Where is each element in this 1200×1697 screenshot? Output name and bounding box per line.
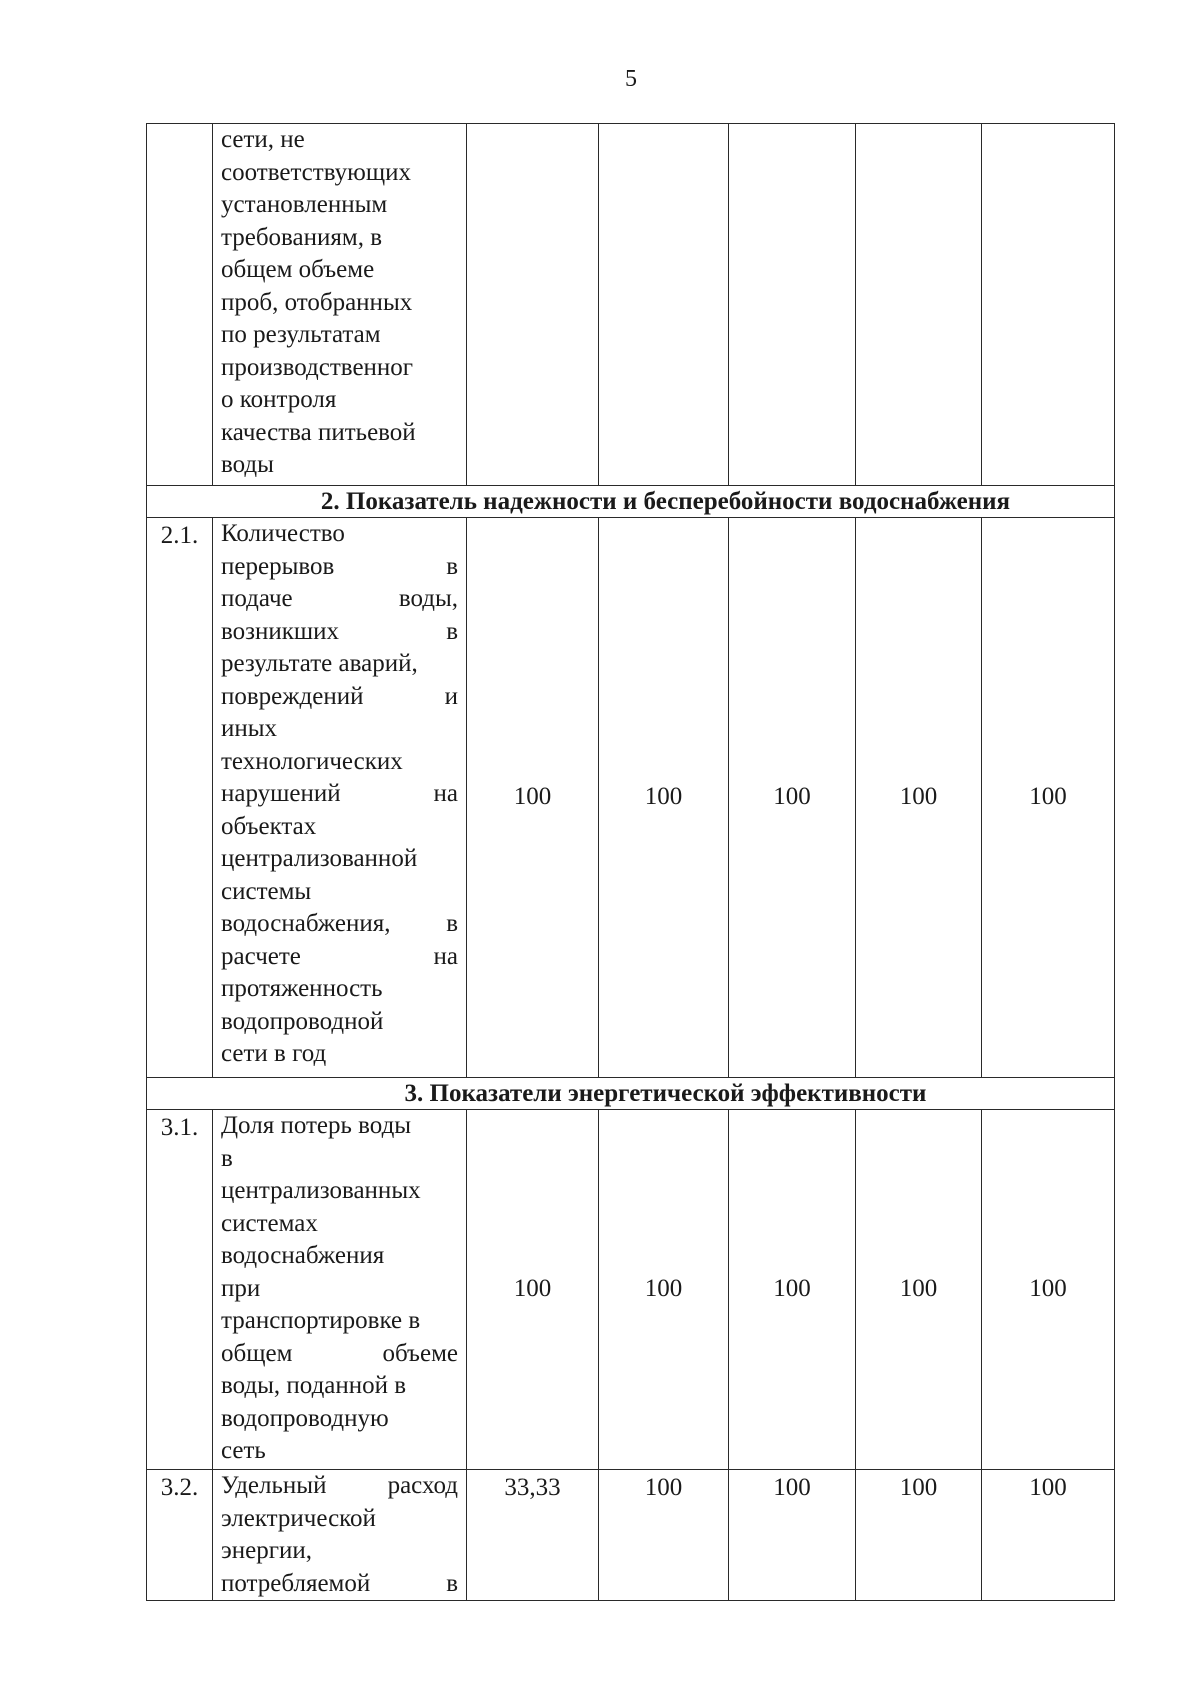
indicator-name-cell <box>213 124 467 486</box>
indicator-name-line: установленным <box>221 191 388 218</box>
indicator-name-line <box>221 1175 458 1208</box>
value-cell: 100 <box>856 1110 982 1470</box>
indicator-name-word: иных <box>221 715 278 742</box>
indicator-name-line <box>221 1038 458 1071</box>
value-cell: 100 <box>856 1470 982 1601</box>
indicator-name-word: объектах <box>221 812 317 840</box>
indicator-name-word: на <box>433 942 458 970</box>
indicator-name-word: на <box>433 780 458 807</box>
indicator-name-line <box>221 616 458 649</box>
value-cell <box>467 124 599 486</box>
indicator-name-line <box>221 1338 458 1371</box>
indicator-name-word: в <box>446 617 458 645</box>
value-cell: 100 <box>599 518 729 1078</box>
indicator-name-line <box>221 518 458 551</box>
indicator-name-word: возникших <box>221 617 340 645</box>
value-cell: 100 <box>856 518 982 1078</box>
indicator-name-word: технологических <box>221 747 403 775</box>
section-2-title: 2. Показатель надежности и бесперебойности водоснабжения <box>147 486 1115 518</box>
indicator-name-line: качества питьевой <box>221 418 416 446</box>
row-number-cell: 3.2. <box>147 1470 213 1601</box>
indicators-table <box>146 123 1115 1601</box>
indicator-name-word: протяженность <box>221 975 383 1002</box>
indicator-name-word: системы <box>221 877 312 905</box>
indicator-name-word: централизованных <box>221 1177 421 1204</box>
section-header-row <box>147 486 1115 518</box>
indicator-name-word: Удельный <box>221 1472 327 1499</box>
indicator-name-word: сеть <box>221 1437 266 1464</box>
indicator-name-word: Доля потерь воды <box>221 1112 412 1139</box>
indicator-name-line <box>221 1273 458 1306</box>
indicator-name-line <box>221 941 458 974</box>
indicator-name-word: электрической <box>221 1504 376 1532</box>
value-cell <box>599 124 729 486</box>
indicator-name-word: сети в год <box>221 1040 327 1067</box>
indicator-name-line: по результатам <box>221 321 381 348</box>
indicator-name-line <box>221 778 458 811</box>
indicator-name-line <box>221 1503 458 1536</box>
indicator-name-cell <box>213 1470 467 1601</box>
indicator-name-word: централизованной <box>221 845 418 872</box>
indicator-name-cell <box>213 518 467 1078</box>
indicator-name-line <box>221 1403 458 1436</box>
indicator-name-word: нарушений <box>221 780 341 807</box>
row-number-cell: 3.1. <box>147 1110 213 1470</box>
indicator-name-word: при <box>221 1274 261 1302</box>
indicator-name-line <box>221 1470 458 1503</box>
section-3-title: 3. Показатели энергетической эффективности <box>147 1078 1115 1110</box>
page-number: 5 <box>625 66 637 92</box>
indicator-name-line: воды <box>221 451 274 478</box>
value-cell: 100 <box>467 518 599 1078</box>
indicator-name-line <box>221 811 458 844</box>
indicator-name-line <box>221 1208 458 1241</box>
value-cell <box>982 124 1115 486</box>
indicator-name-word: в <box>446 910 458 937</box>
indicator-name-line <box>221 648 458 681</box>
indicator-name-line: о контроля <box>221 386 337 413</box>
indicator-name-word: объеме <box>382 1339 458 1367</box>
indicator-name-line: соответствующих <box>221 158 411 186</box>
indicator-name-word: результате аварий, <box>221 650 418 677</box>
indicator-name-line <box>221 1110 458 1143</box>
value-cell: 100 <box>982 518 1115 1078</box>
indicator-name-word: в <box>446 1569 458 1597</box>
indicator-name-cell <box>213 1110 467 1470</box>
table-row-3-2 <box>147 1470 1115 1601</box>
indicator-name-word: водопроводную <box>221 1404 389 1432</box>
indicator-name-word: потребляемой <box>221 1569 371 1597</box>
indicator-name-line <box>221 1143 458 1176</box>
value-cell: 100 <box>599 1110 729 1470</box>
indicator-name-line <box>221 1568 458 1601</box>
indicator-name-word: Количество <box>221 520 345 547</box>
value-cell: 100 <box>982 1110 1115 1470</box>
indicator-name-line: проб, отобранных <box>221 288 413 316</box>
indicator-name-word: транспортировке в <box>221 1307 421 1334</box>
indicator-name-line: производственног <box>221 353 414 381</box>
indicator-name-line <box>221 876 458 909</box>
value-cell: 100 <box>982 1470 1115 1601</box>
indicator-name-word: расход <box>387 1472 458 1499</box>
indicator-name-line <box>221 1240 458 1273</box>
table-row-2-1 <box>147 518 1115 1078</box>
indicator-name-line <box>221 1535 458 1568</box>
value-cell: 100 <box>729 1470 856 1601</box>
indicator-name-line: общем объеме <box>221 256 375 283</box>
indicator-name-line <box>221 843 458 876</box>
indicator-name-word: энергии, <box>221 1537 312 1564</box>
row-number-cell: 2.1. <box>147 518 213 1078</box>
indicator-name-line <box>221 1006 458 1039</box>
indicator-name-word: воды, <box>398 585 458 612</box>
indicator-name-line: сети, не <box>221 126 305 153</box>
row-number-cell <box>147 124 213 486</box>
indicator-name-word: водоснабжения, <box>221 910 391 937</box>
indicator-name-word: расчете <box>221 942 301 970</box>
indicator-name-word: в <box>446 552 458 580</box>
indicator-name-line <box>221 908 458 941</box>
indicator-name-line <box>221 713 458 746</box>
indicator-name-line <box>221 1435 458 1468</box>
value-cell: 100 <box>729 1110 856 1470</box>
section-header-row <box>147 1078 1115 1110</box>
value-cell: 100 <box>599 1470 729 1601</box>
indicator-name-word: водоснабжения <box>221 1242 385 1269</box>
table-row-3-1 <box>147 1110 1115 1470</box>
indicator-name-line <box>221 681 458 714</box>
indicator-name-word: перерывов <box>221 552 335 580</box>
indicator-name-line <box>221 973 458 1006</box>
indicator-name-word: подаче <box>221 585 293 612</box>
indicator-name-word: в <box>221 1144 233 1172</box>
value-cell: 100 <box>467 1110 599 1470</box>
indicator-name-line: требованиям, в <box>221 223 382 251</box>
indicator-name-line <box>221 1370 458 1403</box>
indicator-name-line <box>221 551 458 584</box>
indicator-name-word: повреждений <box>221 682 364 710</box>
table-row-continued <box>147 124 1115 486</box>
indicator-name-word: системах <box>221 1209 318 1237</box>
indicator-name-word: воды, поданной в <box>221 1372 407 1399</box>
indicator-name-line <box>221 1305 458 1338</box>
indicator-name-word: и <box>444 682 458 710</box>
value-cell: 100 <box>729 518 856 1078</box>
indicator-name-word: водопроводной <box>221 1007 384 1035</box>
indicator-name-line <box>221 583 458 616</box>
indicator-name-word: общем <box>221 1339 293 1367</box>
value-cell <box>856 124 982 486</box>
value-cell: 33,33 <box>467 1470 599 1601</box>
indicator-name-line <box>221 746 458 779</box>
value-cell <box>729 124 856 486</box>
